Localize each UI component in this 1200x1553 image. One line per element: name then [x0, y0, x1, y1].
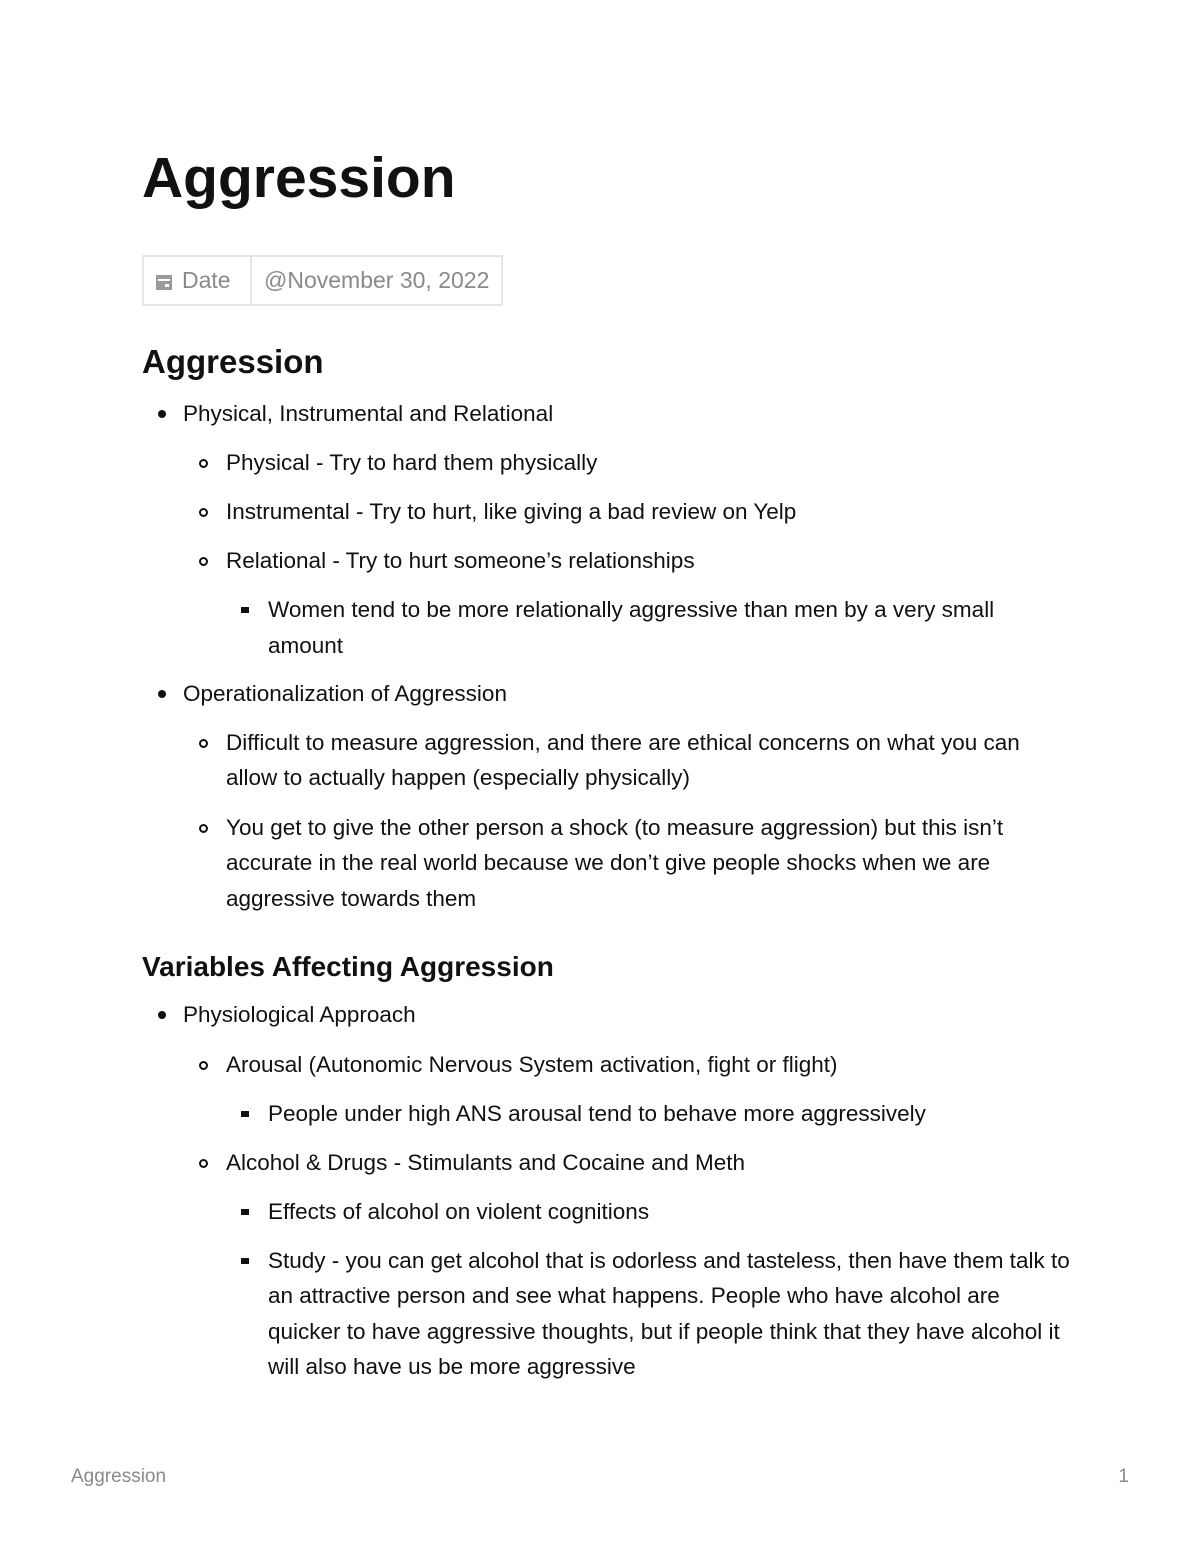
list-item-text: Physical, Instrumental and Relational: [183, 401, 554, 426]
section-heading-aggression: Aggression: [142, 343, 324, 380]
property-row-date: [143, 256, 502, 305]
bullet-circle-icon: [199, 739, 208, 748]
bullet-square-icon: [241, 1111, 249, 1117]
property-name: Date: [182, 267, 231, 293]
list-item-text: Physical - Try to hard them physically: [226, 449, 598, 475]
list-item: [142, 1243, 1072, 1385]
section-heading-variables: Variables Affecting Aggression: [142, 951, 554, 982]
list-item-text: Instrumental - Try to hurt, like giving a bad review on Yelp: [226, 499, 797, 524]
list-item-text: Difficult to measure aggression, and there are ethical concerns on what you can allow to actually happen (especially physically): [226, 729, 1020, 790]
list-item: [142, 592, 1072, 663]
list-item-text: Physiological Approach: [183, 1002, 416, 1027]
list-item-text: Relational - Try to hurt someone’s relationships: [226, 547, 695, 573]
list-item: [142, 1194, 1072, 1230]
list-item: [142, 543, 1072, 579]
list-item-text: Women tend to be more relationally aggressive than men by a very small amount: [268, 597, 995, 658]
bullet-square-icon: [241, 1209, 249, 1215]
list-item: [142, 494, 1072, 530]
list-item: [142, 396, 1072, 432]
footer-title: Aggression: [71, 1466, 167, 1487]
list-item-text: Effects of alcohol on violent cognitions: [268, 1199, 650, 1224]
calendar-icon: [156, 275, 172, 290]
list-item-text: Operationalization of Aggression: [183, 681, 507, 706]
bullet-list-variables: [142, 997, 1072, 1385]
bullet-circle-icon: [199, 459, 208, 468]
list-item: [142, 1047, 1072, 1083]
list-item-text: Alcohol & Drugs - Stimulants and Cocaine and Meth: [226, 1149, 746, 1175]
list-item-text: Study - you can get alcohol that is odorless and tasteless, then have them talk to an attractive person and see what happens. People who have alcohol are quicker to have aggressive thoughts, but if people think that they have alcohol it will also have us be more aggressive: [268, 1247, 1070, 1379]
bullet-circle-icon: [199, 824, 208, 833]
bullet-disc-icon: [158, 410, 166, 418]
list-item: [142, 445, 1072, 481]
list-item: [142, 1145, 1072, 1181]
list-item-text: You get to give the other person a shock (to measure aggression) but this isn’t accurate in the real world because we don’t give people shocks when we are aggressive towards them: [226, 814, 1004, 911]
property-name-cell: [143, 256, 251, 305]
property-value[interactable]: @November 30, 2022: [251, 256, 502, 305]
list-item: [142, 810, 1072, 917]
bullet-disc-icon: [158, 1011, 166, 1019]
bullet-square-icon: [241, 607, 249, 613]
list-item: [142, 1096, 1072, 1132]
list-item: [142, 997, 1072, 1033]
properties-table: [142, 255, 503, 306]
list-item-text: People under high ANS arousal tend to behave more aggressively: [268, 1101, 926, 1126]
bullet-circle-icon: [199, 557, 208, 566]
bullet-circle-icon: [199, 1061, 208, 1070]
bullet-circle-icon: [199, 1159, 208, 1168]
list-item-text: Arousal (Autonomic Nervous System activation, fight or flight): [226, 1051, 838, 1077]
list-item: [142, 725, 1072, 796]
page-title: Aggression: [142, 146, 456, 210]
list-item: [142, 676, 1072, 712]
bullet-circle-icon: [199, 508, 208, 517]
page-number: 1: [1118, 1466, 1129, 1487]
bullet-disc-icon: [158, 690, 166, 698]
bullet-square-icon: [241, 1258, 249, 1264]
bullet-list-aggression: [142, 396, 1072, 916]
